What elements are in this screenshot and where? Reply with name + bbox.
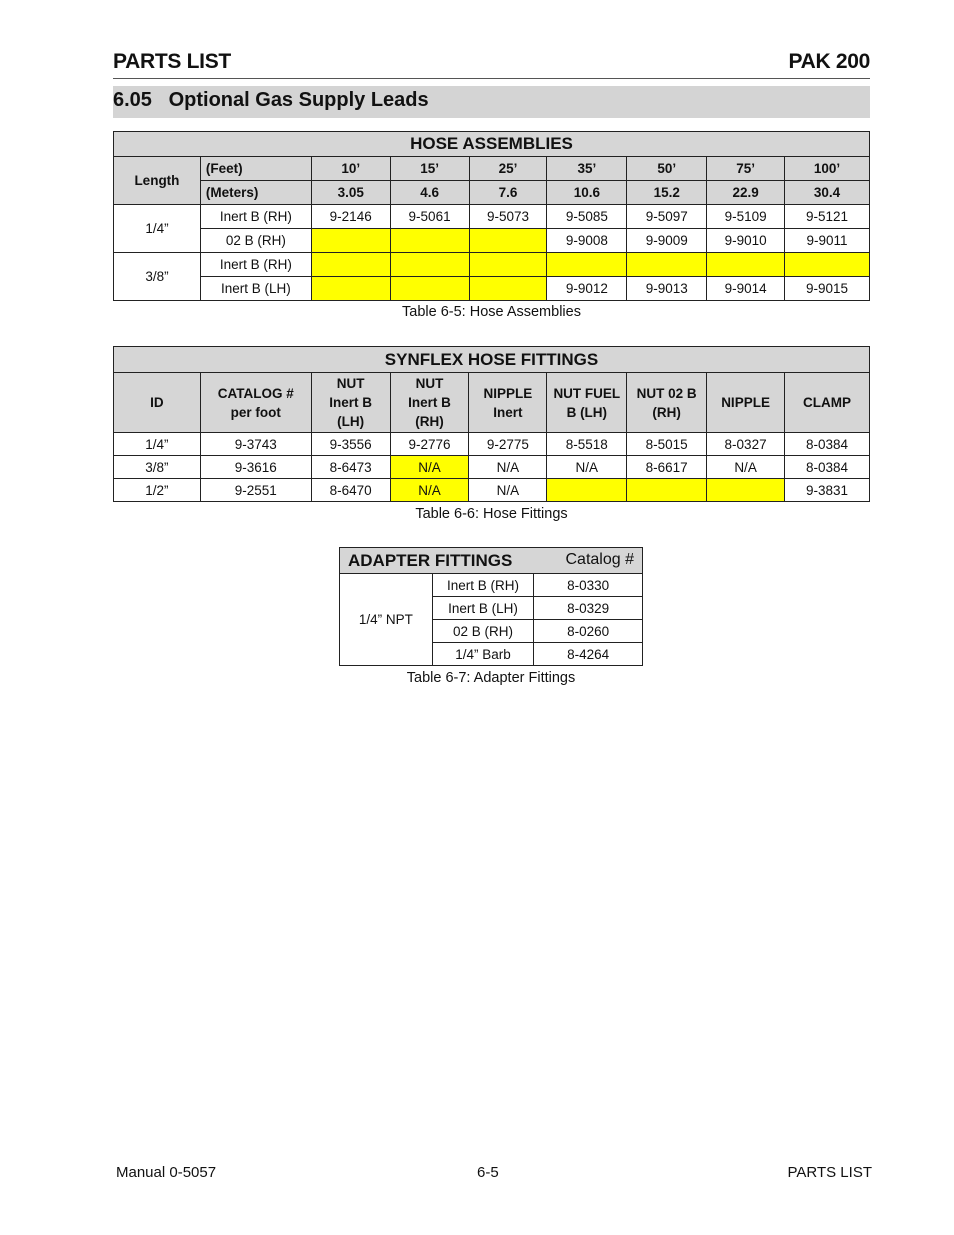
feet-header-cell: 15’ bbox=[390, 157, 469, 181]
meters-header-cell: 10.6 bbox=[547, 181, 627, 205]
adapter-catalog-cell: 8-0329 bbox=[534, 597, 643, 620]
hose-assemblies-table bbox=[113, 131, 870, 301]
fitting-cell: N/A bbox=[469, 479, 547, 502]
length-label: Length bbox=[114, 157, 201, 205]
header-left-title: PARTS LIST bbox=[113, 50, 231, 73]
fitting-cell: 8-0384 bbox=[785, 456, 870, 479]
catalog-cell: 9-9008 bbox=[547, 229, 627, 253]
catalog-cell: 9-5085 bbox=[547, 205, 627, 229]
section-heading bbox=[113, 86, 870, 118]
column-header: ID bbox=[114, 373, 201, 433]
table-6-6-caption: Table 6-6: Hose Fittings bbox=[415, 506, 568, 522]
catalog-cell: 9-9012 bbox=[547, 277, 627, 301]
hose-type-cell: Inert B (RH) bbox=[200, 253, 311, 277]
feet-label: (Feet) bbox=[200, 157, 311, 181]
fitting-cell: 8-0327 bbox=[707, 433, 785, 456]
catalog-cell: 9-5121 bbox=[785, 205, 870, 229]
table-row bbox=[114, 479, 870, 502]
catalog-label: Catalog # bbox=[565, 551, 634, 568]
meters-header-cell: 4.6 bbox=[390, 181, 469, 205]
fitting-cell: 8-0384 bbox=[785, 433, 870, 456]
meters-header-cell: 7.6 bbox=[469, 181, 547, 205]
column-header: CATALOG # per foot bbox=[200, 373, 311, 433]
feet-header-cell: 75’ bbox=[707, 157, 785, 181]
header-right-title: PAK 200 bbox=[788, 50, 870, 73]
catalog-cell: 9-5073 bbox=[469, 205, 547, 229]
hose-fittings-table bbox=[113, 346, 870, 502]
meters-header-cell: 3.05 bbox=[311, 181, 390, 205]
meters-header-cell: 30.4 bbox=[785, 181, 870, 205]
fitting-cell: 9-3616 bbox=[200, 456, 311, 479]
column-header: NUT Inert B (LH) bbox=[311, 373, 390, 433]
adapter-type-cell: Inert B (RH) bbox=[432, 574, 534, 597]
hose-fittings-title: SYNFLEX HOSE FITTINGS bbox=[114, 347, 870, 373]
footer-page-number: 6-5 bbox=[477, 1164, 499, 1181]
table-row bbox=[340, 574, 643, 597]
fitting-cell: 9-2775 bbox=[469, 433, 547, 456]
adapter-fittings-table bbox=[339, 547, 643, 666]
table-row bbox=[114, 277, 870, 301]
fitting-cell: 9-2551 bbox=[200, 479, 311, 502]
feet-header-cell: 100’ bbox=[785, 157, 870, 181]
catalog-cell bbox=[390, 253, 469, 277]
catalog-cell bbox=[627, 253, 707, 277]
catalog-cell bbox=[469, 277, 547, 301]
catalog-cell: 9-9014 bbox=[707, 277, 785, 301]
catalog-cell bbox=[311, 277, 390, 301]
fitting-cell bbox=[707, 479, 785, 502]
adapter-catalog-cell: 8-0260 bbox=[534, 620, 643, 643]
hose-type-cell: 02 B (RH) bbox=[200, 229, 311, 253]
fitting-cell: 9-3831 bbox=[785, 479, 870, 502]
feet-header-cell: 50’ bbox=[627, 157, 707, 181]
fitting-cell: 8-5518 bbox=[547, 433, 627, 456]
catalog-cell bbox=[707, 253, 785, 277]
catalog-cell: 9-5061 bbox=[390, 205, 469, 229]
hose-type-cell: Inert B (LH) bbox=[200, 277, 311, 301]
catalog-cell bbox=[311, 253, 390, 277]
fitting-cell: 1/4” bbox=[114, 433, 201, 456]
fitting-cell: 9-3743 bbox=[200, 433, 311, 456]
fitting-cell: 8-6617 bbox=[627, 456, 707, 479]
catalog-cell: 9-9015 bbox=[785, 277, 870, 301]
meters-header-cell: 22.9 bbox=[707, 181, 785, 205]
adapter-size-cell: 1/4” NPT bbox=[340, 574, 433, 666]
fitting-cell: 8-5015 bbox=[627, 433, 707, 456]
fitting-cell: 8-6470 bbox=[311, 479, 390, 502]
adapter-catalog-cell: 8-0330 bbox=[534, 574, 643, 597]
catalog-cell: 9-2146 bbox=[311, 205, 390, 229]
fitting-cell: 9-2776 bbox=[390, 433, 469, 456]
fitting-cell: N/A bbox=[390, 456, 469, 479]
catalog-cell: 9-9010 bbox=[707, 229, 785, 253]
column-header: NUT 02 B (RH) bbox=[627, 373, 707, 433]
adapter-fittings-title: ADAPTER FITTINGS bbox=[348, 550, 513, 570]
column-header: NIPPLE bbox=[707, 373, 785, 433]
catalog-cell bbox=[785, 253, 870, 277]
column-header: NUT Inert B (RH) bbox=[390, 373, 469, 433]
adapter-type-cell: Inert B (LH) bbox=[432, 597, 534, 620]
table-6-7-caption: Table 6-7: Adapter Fittings bbox=[406, 670, 576, 686]
catalog-cell bbox=[390, 277, 469, 301]
fitting-cell: 1/2” bbox=[114, 479, 201, 502]
hose-size-cell: 1/4” bbox=[114, 205, 201, 253]
catalog-cell: 9-5097 bbox=[627, 205, 707, 229]
catalog-cell: 9-5109 bbox=[707, 205, 785, 229]
fitting-cell bbox=[547, 479, 627, 502]
adapter-type-cell: 02 B (RH) bbox=[432, 620, 534, 643]
hose-assemblies-title: HOSE ASSEMBLIES bbox=[114, 132, 870, 157]
table-row bbox=[114, 456, 870, 479]
hose-type-cell: Inert B (RH) bbox=[200, 205, 311, 229]
fitting-cell: 3/8” bbox=[114, 456, 201, 479]
adapter-type-cell: 1/4” Barb bbox=[432, 643, 534, 666]
table-row bbox=[114, 229, 870, 253]
fitting-cell: N/A bbox=[547, 456, 627, 479]
catalog-cell: 9-9011 bbox=[785, 229, 870, 253]
fitting-cell: 9-3556 bbox=[311, 433, 390, 456]
adapter-catalog-cell: 8-4264 bbox=[534, 643, 643, 666]
table-row bbox=[114, 433, 870, 456]
table-6-5-caption: Table 6-5: Hose Assemblies bbox=[402, 304, 581, 320]
meters-label: (Meters) bbox=[200, 181, 311, 205]
catalog-cell bbox=[311, 229, 390, 253]
fitting-cell: 8-6473 bbox=[311, 456, 390, 479]
fitting-cell: N/A bbox=[390, 479, 469, 502]
footer-section-name: PARTS LIST bbox=[787, 1164, 872, 1181]
footer-manual-number: Manual 0-5057 bbox=[116, 1164, 217, 1181]
catalog-cell: 9-9009 bbox=[627, 229, 707, 253]
fitting-cell: N/A bbox=[469, 456, 547, 479]
adapter-fittings-header-row bbox=[340, 548, 643, 574]
catalog-cell bbox=[390, 229, 469, 253]
feet-header-cell: 25’ bbox=[469, 157, 547, 181]
fitting-cell: N/A bbox=[707, 456, 785, 479]
page-header bbox=[113, 50, 870, 79]
column-header: CLAMP bbox=[785, 373, 870, 433]
section-title: 6.05 Optional Gas Supply Leads bbox=[113, 89, 429, 111]
feet-header-cell: 35’ bbox=[547, 157, 627, 181]
feet-header-cell: 10’ bbox=[311, 157, 390, 181]
hose-size-cell: 3/8” bbox=[114, 253, 201, 301]
fitting-cell bbox=[627, 479, 707, 502]
catalog-cell: 9-9013 bbox=[627, 277, 707, 301]
catalog-cell bbox=[469, 229, 547, 253]
catalog-cell bbox=[469, 253, 547, 277]
table-row bbox=[114, 253, 870, 277]
column-header: NUT FUEL B (LH) bbox=[547, 373, 627, 433]
catalog-cell bbox=[547, 253, 627, 277]
table-row bbox=[114, 205, 870, 229]
meters-header-cell: 15.2 bbox=[627, 181, 707, 205]
column-header: NIPPLE Inert bbox=[469, 373, 547, 433]
